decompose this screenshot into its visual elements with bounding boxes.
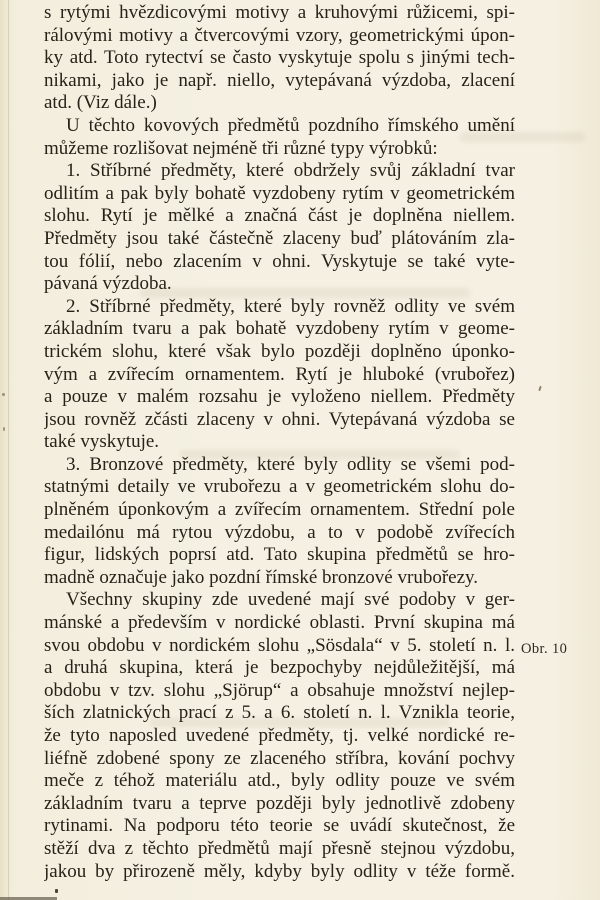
text-line: základním tvaru a pak bohatě vyzdobeny rytím v geome- [44, 318, 515, 340]
text-line: ších zlatnických prací z 5. a 6. století n. l. Vznikla teorie, [44, 702, 515, 724]
text-line: stěží dva z těchto předmětů mají přesně stejnou výzdobu, [44, 837, 515, 859]
text-line: rálovými motivy a čtvercovými vzory, geometrickými úpon- [44, 24, 515, 46]
text-line: odlitím a pak byly bohatě vyzdobeny rytím v geometrickém [44, 182, 515, 204]
ink-speck [55, 889, 58, 893]
body-text [44, 2, 515, 883]
text-line: jsou rovněž zčásti zlaceny v ohni. Vytepávaná výzdoba se [44, 408, 515, 430]
text-line: obdobu v tzv. slohu „Sjörup“ a obsahuje množství nejlep- [44, 679, 515, 701]
text-line: 1. Stříbrné předměty, které obdržely svůj základní tvar [66, 160, 515, 182]
text-line: základním tvaru a teprve později byly jednotlivě zdobeny [44, 792, 515, 814]
text-line: slohu. Rytí je mělké a značná část je doplněna niellem. [44, 205, 515, 227]
text-line: mánské a především v nordické oblasti. První skupina má [44, 612, 515, 634]
ink-speck [3, 427, 5, 431]
text-line: s rytými hvězdicovými motivy a kruhovými růžicemi, spi- [44, 2, 515, 23]
text-line: medailónu má rytou výzdobu, a to v podobě zvířecích [44, 521, 515, 543]
text-line: a pouze v malém rozsahu je vyloženo niellem. Předměty [44, 386, 515, 408]
text-line: také vyskytuje. [44, 431, 160, 453]
ink-speck [538, 386, 542, 391]
text-line: pávaná výzdoba. [44, 273, 172, 295]
page-crease-line [8, 0, 9, 900]
text-line: nikami, jako je např. niello, vytepávaná výzdoba, zlacení [44, 69, 515, 91]
text-line: plněném úponkovým a zvířecím ornamentem. Střední pole [44, 499, 515, 521]
text-line: U těchto kovových předmětů pozdního římského umění [66, 114, 515, 136]
text-line: Předměty jsou také částečně zlaceny buď plátováním zla- [44, 227, 515, 249]
text-line: že tyto naposled uvedené předměty, tj. velké nordické re- [44, 725, 515, 746]
text-line: svou obdobu v nordickém slohu „Sösdala“ v 5. století n. l. [44, 634, 515, 656]
text-line: vým a zvířecím ornamentem. Rytí je hluboké (vrubořez) [44, 363, 515, 385]
text-line: a druhá skupina, která je bezpochyby nejdůležitější, má [44, 657, 515, 679]
text-line: atd. (Viz dále.) [44, 92, 157, 114]
text-line: meče z téhož materiálu atd., byly odlity pouze ve svém [44, 770, 515, 792]
text-line: liéfně zdobené spony ze zlaceného stříbra, kování pochvy [44, 747, 515, 769]
text-line: statnými detaily ve vrubořezu a v geometrickém slohu do- [44, 476, 515, 498]
text-line: můžeme rozlišovat nejméně tři různé typy výrobků: [44, 137, 438, 159]
text-line: jakou by přirozeně měly, kdyby byly odlity v téže formě. [44, 860, 515, 882]
text-line: trickém slohu, které však bylo později doplněno úponko- [44, 340, 515, 362]
ink-speck [2, 393, 5, 396]
text-line: 3. Bronzové předměty, které byly odlity se všemi pod- [66, 453, 515, 475]
text-line: Všechny skupiny zde uvedené mají své podoby v ger- [66, 589, 515, 611]
text-line: ky atd. Toto rytectví se často vyskytuje spolu s jinými tech- [44, 47, 515, 69]
text-line: rytinami. Na podporu této teorie se uvádí skutečnost, že [44, 815, 515, 837]
text-line: 2. Stříbrné předměty, které byly rovněž odlity ve svém [66, 295, 515, 317]
text-line: madně označuje jako pozdní římské bronzové vrubořezy. [44, 566, 479, 588]
text-line: figur, lidských poprsí atd. Tato skupina předmětů se hro- [44, 544, 515, 566]
figure-margin-note: Obr. 10 [521, 641, 568, 657]
text-line: tou fólií, nebo zlacením v ohni. Vyskytuje se také vyte- [44, 250, 515, 272]
